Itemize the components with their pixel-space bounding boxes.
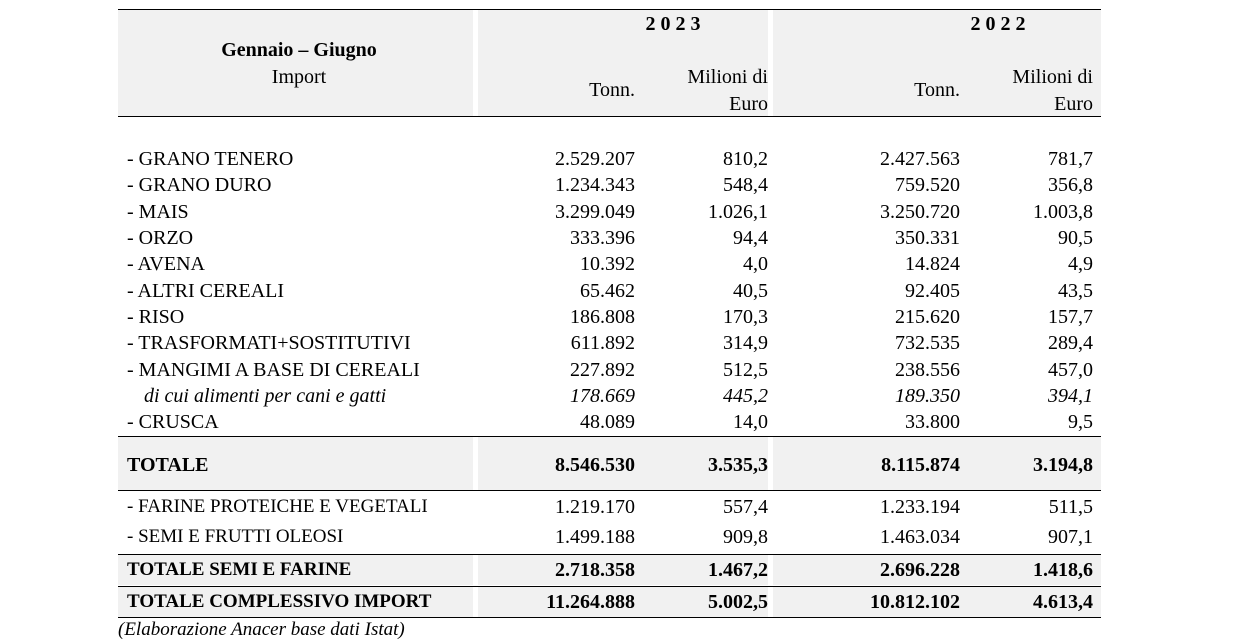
tonn-2023: 3.299.049 [555,201,635,223]
tonn-2023: 48.089 [580,411,635,433]
row-label: - MANGIMI A BASE DI CEREALI [127,359,420,381]
table-row [118,280,1101,306]
tonn-2023: 10.392 [580,253,635,275]
tonn-2022: 10.812.102 [870,591,960,613]
table-row [118,148,1101,174]
table-row [118,411,1101,437]
tonn-2023: 227.892 [570,359,635,381]
flow-label: Import [271,66,327,88]
tonn-2023: 1.219.170 [555,496,635,518]
tonn-2022: 1.463.034 [880,526,960,548]
tonn-2023: 1.234.343 [555,174,635,196]
eur-2022: 1.418,6 [1033,559,1093,581]
table-row [118,359,1101,385]
table-row [118,496,1101,522]
tonn-2022: 3.250.720 [880,201,960,223]
eur-2023: 314,9 [723,332,768,354]
tonn-2022: 2.696.228 [880,559,960,581]
eur-2023: 94,4 [733,227,768,249]
totale-compl-row [118,591,1101,617]
eur-2022: 157,7 [1048,306,1093,328]
row-label: TOTALE [127,454,209,476]
table-row [118,306,1101,332]
eur-2023: 14,0 [733,411,768,433]
tonn-2023: 2.718.358 [555,559,635,581]
eur-2022: 4.613,4 [1033,591,1093,613]
eur-2023: 3.535,3 [708,454,768,476]
eur-2022: 43,5 [1058,280,1093,302]
eur-2022: 90,5 [1058,227,1093,249]
col-eur-2023-line1: Milioni di [687,66,768,88]
row-label: - RISO [127,306,185,328]
col-tonn-2022: Tonn. [914,79,960,101]
tonn-2022: 189.350 [895,385,960,407]
tonn-2022: 92.405 [905,280,960,302]
row-label: - TRASFORMATI+SOSTITUTIVI [127,332,411,354]
table-row [118,526,1101,552]
row-label: - ALTRI CEREALI [127,280,285,302]
table-row [118,332,1101,358]
eur-2023: 1.467,2 [708,559,768,581]
eur-2023: 4,0 [743,253,768,275]
row-label: - GRANO TENERO [127,148,294,170]
tonn-2023: 611.892 [570,332,635,354]
eur-2023: 810,2 [723,148,768,170]
eur-2023: 40,5 [733,280,768,302]
row-label: - CRUSCA [127,411,219,433]
row-label: - AVENA [127,253,205,275]
col-tonn-2023: Tonn. [589,79,635,101]
tonn-2023: 178.669 [570,385,635,407]
row-label: - GRANO DURO [127,174,272,196]
row-label: - ORZO [127,227,194,249]
tonn-2023: 65.462 [580,280,635,302]
bottom-rule [118,617,1101,618]
eur-2023: 557,4 [723,496,768,518]
table-row-subitem [118,385,1101,411]
eur-2023: 5.002,5 [708,591,768,613]
eur-2022: 457,0 [1048,359,1093,381]
table-row [118,227,1101,253]
tonn-2022: 2.427.563 [880,148,960,170]
row-label: di cui alimenti per cani e gatti [144,385,387,407]
tonn-2023: 8.546.530 [555,454,635,476]
eur-2023: 1.026,1 [708,201,768,223]
col-eur-2022-line2: Euro [1054,93,1093,115]
eur-2022: 3.194,8 [1033,454,1093,476]
tonn-2022: 350.331 [895,227,960,249]
eur-2022: 9,5 [1068,411,1093,433]
eur-2023: 512,5 [723,359,768,381]
row-label: - SEMI E FRUTTI OLEOSI [127,526,344,547]
eur-2022: 511,5 [1048,496,1093,518]
eur-2022: 1.003,8 [1033,201,1093,223]
year-2023: 2 0 2 3 [645,13,701,35]
row-label: TOTALE COMPLESSIVO IMPORT [127,591,432,612]
tonn-2023: 333.396 [570,227,635,249]
totale-rule-bottom [118,490,1101,491]
tonn-2022: 759.520 [895,174,960,196]
header-rule [118,116,1101,117]
tonn-2022: 732.535 [895,332,960,354]
table-row [118,253,1101,279]
col-eur-2022-line1: Milioni di [1012,66,1093,88]
table-row [118,174,1101,200]
eur-2022: 781,7 [1048,148,1093,170]
eur-2022: 356,8 [1048,174,1093,196]
tonn-2022: 1.233.194 [880,496,960,518]
col-eur-2023-line2: Euro [729,93,768,115]
tonn-2023: 1.499.188 [555,526,635,548]
tonn-2023: 11.264.888 [546,591,635,613]
year-2022: 2 0 2 2 [970,13,1026,35]
table-row [118,201,1101,227]
source-note: (Elaborazione Anacer base dati Istat) [118,619,405,640]
tonn-2022: 238.556 [895,359,960,381]
eur-2022: 394,1 [1048,385,1093,407]
period-label: Gennaio – Giugno [221,39,377,61]
row-label: - MAIS [127,201,189,223]
eur-2023: 548,4 [723,174,768,196]
row-label: - FARINE PROTEICHE E VEGETALI [127,496,428,517]
tonn-2022: 14.824 [905,253,960,275]
eur-2022: 289,4 [1048,332,1093,354]
totale-semi-row [118,559,1101,585]
tonn-2022: 8.115.874 [881,454,960,476]
eur-2022: 907,1 [1048,526,1093,548]
eur-2022: 4,9 [1068,253,1093,275]
top-rule [118,9,1101,10]
tonn-2022: 33.800 [905,411,960,433]
eur-2023: 170,3 [723,306,768,328]
eur-2023: 909,8 [723,526,768,548]
tonn-2023: 186.808 [570,306,635,328]
eur-2023: 445,2 [723,385,768,407]
row-label: TOTALE SEMI E FARINE [127,559,352,580]
totale-row [118,454,1101,480]
tonn-2022: 215.620 [895,306,960,328]
tonn-2023: 2.529.207 [555,148,635,170]
